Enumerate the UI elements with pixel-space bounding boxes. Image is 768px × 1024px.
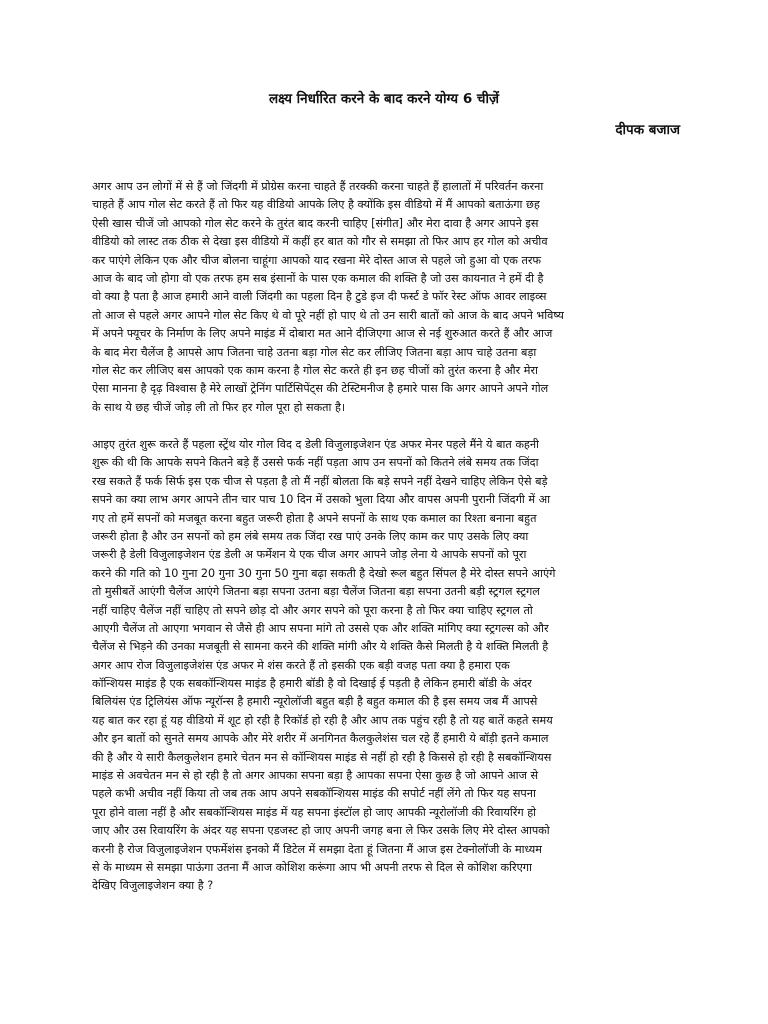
text-line: देखिए विजुलाइजेशन क्या है ? (92, 879, 214, 893)
text-line: ऐसी खास चीजें जो आपको गोल सेट करने के तुरंत बाद करनी चाहिए [संगीत] और मेरा दावा है अगर आपने इस (92, 216, 539, 230)
text-line: के बाद मेरा चैलेंज है आपसे आप जितना चाहे उतना बड़ा गोल सेट कर लीजिए जितना बड़ा आप चाहे उतना बड़ा (92, 345, 537, 359)
text-line: में अपने फ्यूचर के निर्माण के लिए अपने माइंड में दोबारा मत आने दीजिएगा आज से नई शुरुआत करते हैं और आज (92, 327, 553, 341)
text-line: और इन बातों को सुनते समय आपके और मेरे शरीर में अनगिनत कैलकुलेशंस चल रहे हैं हमारी ये बॉड़ी इतने कमाल (92, 732, 549, 746)
text-line: ऐसा मानना है दृढ़ विश्वास है मेरे लाखों ट्रेनिंग पार्टिसिपेंट्स की टेस्टिमनीज है हमारे पास कि अगर आपने अपने गोल (92, 382, 549, 396)
text-line: पहले कभी अचीव नहीं किया तो जब तक आप अपने सबकॉन्शियस माइंड की सपोर्ट नहीं लेंगे तो फिर यह सपना (92, 787, 536, 801)
text-line: कर पाएंगे लेकिन एक और चीज बोलना चाहूंगा आपको याद रखना मेरे दोस्त आज से पहले जो हुआ वो एक तरफ (92, 253, 542, 267)
text-line: वो क्या है पता है आज हमारी आने वाली जिंदगी का पहला दिन है टुडे इज दी फर्स्ट डे फॉर रेस्ट ऑफ आवर लाइव्स (92, 290, 547, 304)
text-line: सपने का क्या लाभ अगर आपने तीन चार पाच 10 दिन में उसको भुला दिया और वापस अपनी पुरानी जिंदगी में आ (92, 493, 551, 507)
text-line: जरूरी होता है और उन सपनों को हम लंबे समय तक जिंदा रख पाएं उनके लिए काम कर पाए उसके लिए क्या (92, 529, 529, 543)
text-line: अगर आप उन लोगों में से हैं जो जिंदगी में प्रोग्रेस करना चाहते हैं तरक्की करना चाहते हैं हालातों में परिवर्तन करना (92, 180, 544, 193)
text-line: तो मुसीबतें आएंगी चैलेंज आएंगे जितना बड़ा सपना उतना बड़ा चैलेंज जितना बड़ा सपना उतनी बड़ी स्ट्रगल स्ट्रगल (92, 585, 540, 599)
paragraph-1 (92, 178, 682, 417)
text-line: तो आज से पहले अगर आपने गोल सेट किए थे वो पूरे नहीं हो पाए थे तो उन सारी बातों को आज के बाद अपने भविष्य (92, 308, 564, 322)
text-line: शुरू की थी कि आपके सपने कितने बड़े हैं उससे फर्क नहीं पड़ता आप उन सपनों को कितने लंबे समय तक जिंदा (92, 456, 539, 470)
text-line: आइए तुरंत शुरू करते हैं पहला स्ट्रेंथ योर गोल विद द डेली विजुलाइजेशन एंड अफर मेनर पहले मैंने ये बात कहनी (92, 438, 539, 451)
text-line: से के माध्यम से समझा पाऊंगा उतना मैं आज कोशिश करूंगा आप भी अपनी तरफ से दिल से कोशिश करिएगा (92, 860, 532, 874)
text-line: करने की गति को 10 गुना 20 गुना 30 गुना 50 गुना बढ़ा सकती है देखो रूल बहुत सिंपल है मेरे दोस्त सपने आएंगे (92, 566, 556, 580)
text-line: अगर आप रोज विजुलाइजेशंस एंड अफर मे शंस करते हैं तो इसकी एक बड़ी वजह पता क्या है हमारा एक (92, 658, 510, 672)
text-line: आज के बाद जो होगा वो एक तरफ हम सब इंसानों के पास एक कमाल की शक्ति है जो उस कायनात ने हमें दी है (92, 271, 544, 285)
text-line: जरूरी है डेली विजुलाइजेशन एंड डेली अ फर्मेशन ये एक चीज अगर आपने जोड़ लेना ये आपके सपनों को पूरा (92, 548, 527, 562)
text-line: बिलियंस एंड ट्रिलियंस ऑफ न्यूरॉन्स है हमारी न्यूरोलॉजी बहुत बड़ी है बहुत कमाल की है इस समय जब मैं आपसे (92, 695, 538, 709)
author-name: दीपक बजाज (615, 122, 680, 138)
text-line: यह बात कर रहा हूं यह वीडियो में शूट हो रही है रिकॉर्ड हो रही है और आप तक पहुंच रही है तो यह बातें कहते समय (92, 713, 553, 727)
text-line: माइंड से अवचेतन मन से हो रही है तो अगर आपका सपना बड़ा है आपका सपना ऐसा कुछ है जो आपने आज से (92, 769, 539, 783)
text-line: पूरा होने वाला नहीं है और सबकॉन्शियस माइंड में यह सपना इंस्टॉल हो जाए आपकी न्यूरोलॉजी की रिवायरिंग हो (92, 805, 537, 819)
text-line: के साथ ये छह चीजें जोड़ ली तो फिर हर गोल पूरा हो सकता है। (92, 400, 346, 414)
text-line: करनी है रोज विजुलाइजेशन एफर्मेशंस इनको मैं डिटेल में समझा देता हूं जितना मैं आज इस टेक्नोलॉजी के माध्यम (92, 842, 542, 856)
text-line: गए तो हमें सपनों को मजबूत करना बहुत जरूरी होता है अपने सपनों के साथ एक कमाल का रिश्ता बनाना बहुत (92, 511, 537, 525)
text-line: गोल सेट कर लीजिए बस आपको एक काम करना है गोल सेट करते ही इन छह चीजों को तुरंत करना है और मेरा (92, 363, 538, 377)
text-line: कॉन्शियस माइंड है एक सबकॉन्शियस माइंड है हमारी बॉडी है वो दिखाई ई पड़ती है लेकिन हमारी बॉडी के अंदर (92, 677, 532, 691)
text-line: आएगी चैलेंज तो आएगा भगवान से जैसे ही आप सपना मांगे तो उससे एक और शक्ति मांगिए क्या स्ट्रगल्स को और (92, 621, 549, 635)
text-line: चाहते हैं आप गोल सेट करते हैं तो फिर यह वीडियो आपके लिए है क्योंकि इस वीडियो में मैं आपको बताऊंगा छह (92, 198, 540, 212)
document-title: लक्ष्य निर्धारित करने के बाद करने योग्य 6 चीज़ें (268, 91, 500, 107)
text-line: नहीं चाहिए चैलेंज नहीं चाहिए तो सपने छोड़ दो और अगर सपने को पूरा करना है तो फिर क्या चाहिए स्ट्रगल तो (92, 603, 533, 617)
text-line: चैलेंज से भिड़ने की उनका मजबूती से सामना करने की शक्ति मांगी और ये शक्ति कैसे मिलती है ये शक्ति मिलती है (92, 640, 549, 654)
text-line: जाए और उस रिवायरिंग के अंदर यह सपना एडजस्ट हो जाए अपनी जगह बना ले फिर उसके लिए मेरे दोस्त आपको (92, 824, 550, 838)
paragraph-2 (92, 436, 682, 896)
text-line: की है और ये सारी कैलकुलेशन हमारे चेतन मन से कॉन्शियस माइंड से नहीं हो रही है किससे हो रही है सबकॉन्शियस (92, 750, 552, 764)
text-line: रख सकते हैं फर्क सिर्फ इस एक चीज से पड़ता है तो मैं नहीं बोलता कि बड़े सपने नहीं देखने चाहिए लेकिन ऐसे बड़े (92, 474, 548, 488)
text-line: वीडियो को लास्ट तक ठीक से देखा इस वीडियो में कहीं हर बात को गौर से समझा तो फिर आप हर गोल को अचीव (92, 235, 548, 249)
